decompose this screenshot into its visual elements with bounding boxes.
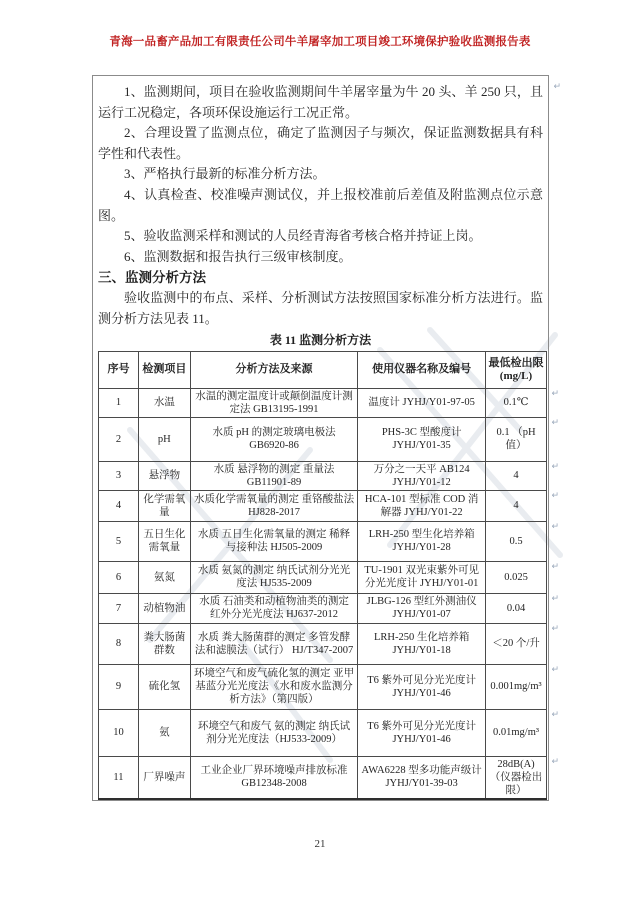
note-item-5: 5、验收监测采样和测试的人员经青海省考核合格并持证上岗。: [124, 228, 482, 244]
table-row: 3 悬浮物 水质 悬浮物的测定 重量法 GB11901-89 万分之一天平 AB124 JYHJ/Y01-12 4 ↵: [99, 461, 547, 490]
table-row: 5 五日生化需氧量 水质 五日生化需氧量的测定 稀释与接种法 HJ505-2009 LRH-250 型生化培养箱 JYHJ/Y01-28 0.5 ↵: [99, 521, 547, 561]
table-row: 7 动植物油 水质 石油类和动植物油类的测定 红外分光光度法 HJ637-2012 JLBG-126 型红外测油仪 JYHJ/Y01-07 0.04 ↵: [99, 593, 547, 623]
table-row: 4 化学需氧量 水质化学需氧量的测定 重铬酸盐法 HJ828-2017 HCA-101 型标准 COD 消解器 JYHJ/Y01-22 4 ↵: [99, 490, 547, 521]
header-instrument: 使用仪器名称及编号: [358, 351, 486, 388]
analysis-methods-table: [98, 351, 559, 800]
table-row: 1 水温 水温的测定温度计或颠倒温度计测定法 GB13195-1991 温度计 JYHJ/Y01-97-05 0.1℃ ↵: [99, 388, 547, 417]
return-mark-icon: ↵: [551, 388, 559, 399]
return-mark-icon: ↵: [551, 461, 559, 472]
table-row: 2 pH 水质 pH 的测定玻璃电极法 GB6920-86 PHS-3C 型酸度计 JYHJ/Y01-35 0.1 （pH 值） ↵: [99, 417, 547, 461]
return-mark-icon: ↵: [551, 709, 559, 720]
table-row: 11 厂界噪声 工业企业厂界环境噪声排放标准 GB12348-2008 AWA6228 型多功能声级计 JYHJ/Y01-39-03 28dB(A) （仪器检出限） ↵: [99, 756, 547, 799]
return-mark-icon: ↵: [551, 417, 559, 428]
table-header-row: [99, 351, 547, 388]
header-seq: 序号: [99, 351, 139, 388]
note-item-4: 4、认真检查、校准噪声测试仪，并上报校准前后差值及附监测点位示意图。: [98, 186, 543, 223]
table-row: 6 氨氮 水质 氨氮的测定 纳氏试剂分光光度法 HJ535-2009 TU-1901 双光束紫外可见分光光度计 JYHJ/Y01-01 0.025 ↵: [99, 561, 547, 593]
table-row: 10 氨 环境空气和废气 氨的测定 纳氏试剂分光光度法（HJ533-2009） T6 紫外可见分光光度计 JYHJ/Y01-46 0.01mg/m³ ↵: [99, 709, 547, 756]
header-item: 检测项目: [138, 351, 190, 388]
header-method: 分析方法及来源: [190, 351, 358, 388]
content-box: [92, 75, 561, 801]
return-mark-icon: ↵: [551, 623, 559, 634]
return-mark-icon: ↵: [553, 82, 561, 92]
return-mark-icon: ↵: [551, 561, 559, 572]
header-detection-limit: 最低检出限(mg/L): [486, 351, 547, 388]
return-mark-icon: ↵: [551, 593, 559, 604]
table-row: 8 粪大肠菌群数 水质 粪大肠菌群的测定 多管发酵法和滤膜法（试行） HJ/T347-2007 LRH-250 生化培养箱 JYHJ/Y01-18 ＜20 个/升 ↵: [99, 623, 547, 664]
table-row: 9 硫化氢 环境空气和废气硫化氢的测定 亚甲基蓝分光光度法《水和废水监测分析方法》（第四版） T6 紫外可见分光光度计 JYHJ/Y01-46 0.001mg/m³ ↵: [99, 664, 547, 709]
return-mark-icon: ↵: [551, 490, 559, 501]
note-item-1: 1、监测期间，项目在验收监测期间牛羊屠宰量为牛 20 头、羊 250 只，且运行工况稳定，各项环保设施运行工况正常。: [98, 84, 543, 120]
section-paragraph: 验收监测中的布点、采样、分析测试方法按照国家标准分析方法进行。监测分析方法见表 11。: [98, 290, 543, 326]
page-number: 21: [314, 838, 326, 850]
table-caption: 表 11 监测分析方法: [269, 332, 372, 347]
return-mark-icon: ↵: [551, 756, 559, 767]
note-item-2: 2、合理设置了监测点位，确定了监测因子与频次，保证监测数据具有科学性和代表性。: [98, 125, 543, 161]
section-heading: 三、监测分析方法: [98, 270, 206, 286]
note-item-3: 3、严格执行最新的标准分析方法。: [124, 166, 326, 182]
return-mark-icon: ↵: [551, 521, 559, 532]
return-mark-icon: ↵: [551, 664, 559, 675]
document-title: 青海一品畜产品加工有限责任公司牛羊屠宰加工项目竣工环境保护验收监测报告表: [109, 36, 531, 48]
note-item-6: 6、监测数据和报告执行三级审核制度。: [124, 248, 352, 264]
